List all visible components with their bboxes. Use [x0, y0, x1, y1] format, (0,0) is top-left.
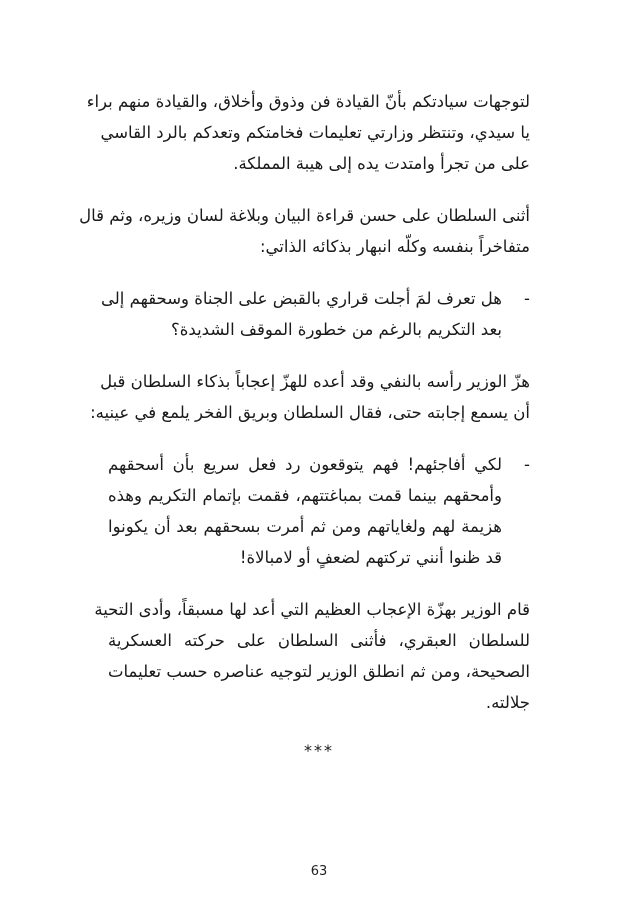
paragraph-2: [79, 200, 530, 262]
text-line: متفاخراً بنفسه وكلّه انبهار بذكائه الذاتي:: [259, 237, 530, 256]
text-line: قام الوزير بهزّة الإعجاب العظيم التي أعد لها مسبقاً، وأدى التحية: [94, 600, 530, 619]
bullet-dash: -: [524, 289, 530, 308]
text-line: الصحيحة، ومن ثم انطلق الوزير لتوجيه عناصره حسب تعليمات: [108, 662, 530, 681]
bullet-dash: -: [524, 455, 530, 474]
text-line: هزيمة لهم ولغاياتهم ومن ثم أمرت بسحقهم بعد أن يكونوا: [108, 517, 502, 536]
text-line: هل تعرف لمَ أجلت قراري بالقبض على الجناة وسحقهم إلى: [101, 289, 502, 308]
paragraph-3: [90, 366, 530, 428]
text-line: يا سيدي، وتنتظر وزارتي تعليمات فخامتكم وتعدكم بالرد القاسي: [100, 123, 530, 142]
text-line: للسلطان العبقري، فأثنى السلطان على حركته العسكرية: [108, 631, 530, 650]
section-separator: ***: [304, 741, 334, 760]
text-line: لكي أفاجئهم! فهم يتوقعون رد فعل سريع بأن أسحقهم: [108, 455, 502, 474]
text-line: لتوجهات سيادتكم بأنّ القيادة فن وذوق وأخلاق، والقيادة منهم براء: [86, 92, 530, 111]
text-line: بعد التكريم بالرغم من خطورة الموقف الشديدة؟: [171, 320, 502, 339]
text-line: أثنى السلطان على حسن قراءة البيان وبلاغة لسان وزيره، وثم قال: [79, 206, 530, 225]
text-line: على من تجرأ وامتدت يده إلى هيبة المملكة.: [233, 154, 530, 173]
dialogue-bullet-1: [101, 283, 530, 345]
paragraph-1: [86, 86, 530, 179]
page-body: [79, 86, 530, 763]
text-line: وأمحقهم بينما قمت بمباغتتهم، فقمت بإتمام التكريم وهذه: [108, 486, 502, 505]
text-line: قد ظنوا أنني تركتهم لضعفٍ أو لامبالاة!: [239, 548, 502, 567]
text-line: هزّ الوزير رأسه بالنفي وقد أعده للهزّ إعجاباً بذكاء السلطان قبل: [100, 372, 530, 391]
text-line: أن يسمع إجابته حتى، فقال السلطان وبريق الفخر يلمع في عينيه:: [90, 403, 530, 422]
dialogue-bullet-2: [108, 449, 530, 573]
paragraph-4: [94, 594, 530, 718]
text-line: جلالته.: [485, 693, 530, 712]
page-number: 63: [310, 864, 328, 879]
